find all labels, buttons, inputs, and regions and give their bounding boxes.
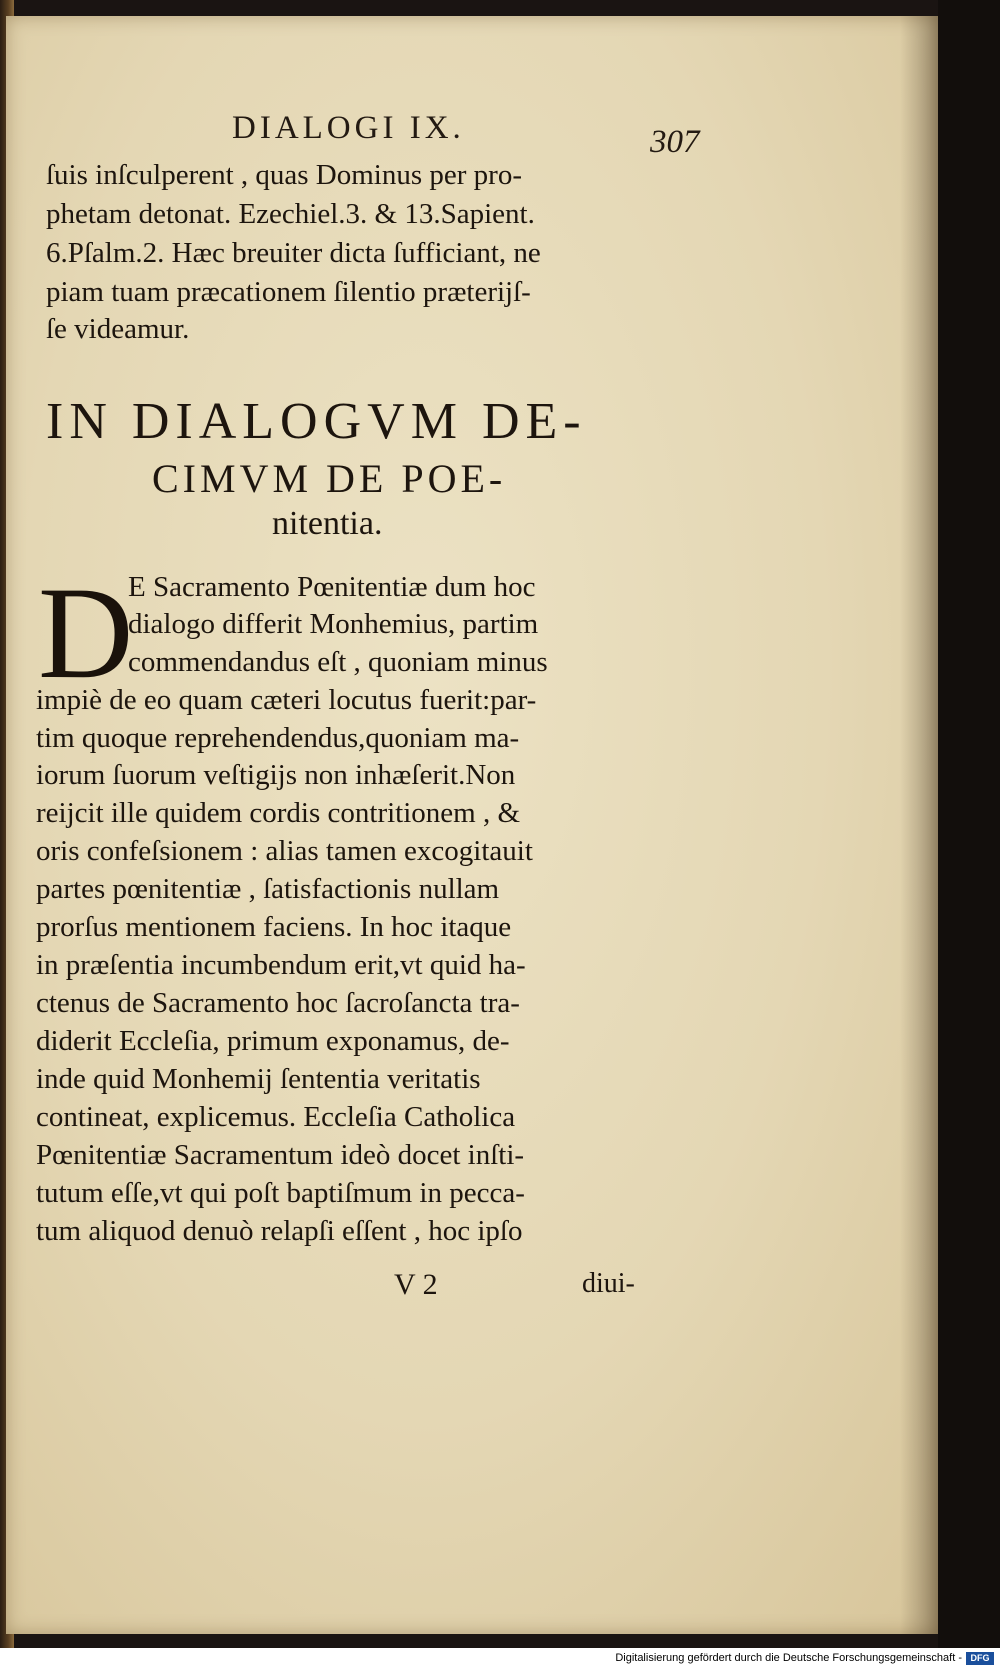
body-text-line: oris confeſsionem : alias tamen excogitauit (36, 835, 533, 867)
body-text-line: ctenus de Sacramento hoc ſacroſancta tra- (36, 987, 520, 1019)
drop-cap-initial: D (38, 559, 134, 706)
body-text-line: prorſus mentionem faciens. In hoc itaque (36, 911, 512, 943)
section-heading-line-1: IN DIALOGVM DE- (46, 393, 587, 450)
body-text-line: Pœnitentiæ Sacramentum ideò docet inſti- (36, 1139, 525, 1171)
top-paragraph-line: ſe videamur. (46, 313, 190, 345)
body-text-line: partes pœnitentiæ , ſatisfactionis nullam (36, 873, 500, 905)
top-paragraph-line: piam tuam præcationem ſilentio præterijſ- (46, 276, 531, 308)
signature-mark: V 2 (394, 1268, 438, 1301)
body-text-line: reijcit ille quidem cordis contritionem , & (36, 797, 521, 829)
body-text-line: in præſentia incumbendum erit,vt quid ha- (36, 949, 526, 981)
running-title: DIALOGI IX. (232, 110, 465, 146)
top-paragraph-line: ſuis inſculperent , quas Dominus per pro- (46, 159, 522, 191)
body-text-line: dialogo differit Monhemius, partim (128, 608, 539, 640)
body-text-line: inde quid Monhemij ſententia veritatis (36, 1063, 481, 1095)
body-text-line: contineat, explicemus. Eccleſia Catholica (36, 1101, 516, 1133)
section-heading-line-2: CIMVM DE POE- (152, 456, 507, 501)
page-edge-shadow (900, 16, 938, 1634)
body-text-line: iorum ſuorum veſtigijs non inhæſerit.Non (36, 759, 516, 791)
catchword: diui- (582, 1268, 635, 1299)
body-text-line: E Sacramento Pœnitentiæ dum hoc (128, 571, 536, 603)
body-text-line: tim quoque reprehendendus,quoniam ma- (36, 722, 520, 754)
body-text-line: commendandus eſt , quoniam minus (128, 646, 548, 678)
section-heading-line-3: nitentia. (272, 505, 383, 542)
body-text-line: diderit Eccleſia, primum exponamus, de- (36, 1025, 510, 1057)
body-text-line: tum aliquod denuò relapſi eſſent , hoc ipſo (36, 1215, 523, 1247)
top-paragraph-line: 6.Pſalm.2. Hæc breuiter dicta ſufficiant, ne (46, 237, 541, 269)
body-text-line: impiè de eo quam cæteri locutus fuerit:par- (36, 684, 537, 716)
dfg-logo: DFG (966, 1652, 994, 1665)
digitization-credit: Digitalisierung gefördert durch die Deutsche Forschungsgemeinschaft - (615, 1652, 962, 1664)
page-number: 307 (650, 124, 700, 160)
facing-page-edge (938, 0, 1000, 1648)
top-paragraph-line: phetam detonat. Ezechiel.3. & 13.Sapient. (46, 198, 535, 230)
body-text-line: tutum eſſe,vt qui poſt baptiſmum in pecca- (36, 1177, 525, 1209)
